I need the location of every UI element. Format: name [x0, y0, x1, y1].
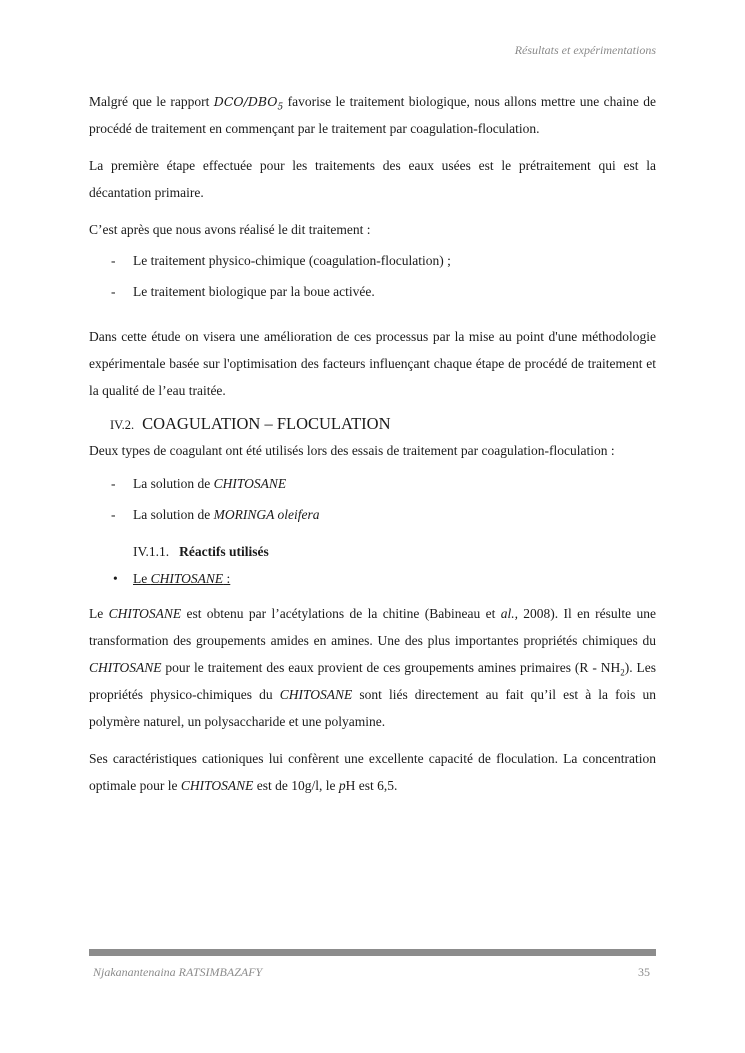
paragraph-study: Dans cette étude on visera une amélioration de ces processus par la mise au point d'une méthodologie expérimentale basée sur l'optimisation des facteurs influençant chaque étape de procédé de traitement et la qualité de l’eau traitée.	[89, 329, 656, 398]
list-item: - La solution de CHITOSANE	[111, 476, 287, 491]
coagulant-list	[89, 470, 656, 528]
bullet-dot-icon: •	[113, 571, 118, 586]
page-number: 35	[638, 965, 650, 979]
running-header: Résultats et expérimentations	[514, 43, 656, 57]
paragraph-chitosane: Le CHITOSANE est obtenu par l’acétylations de la chitine (Babineau et al., 2008). Il en résulte une transformation des groupements amides en amines. Une des plus importantes propriétés chimiques du CHITOSANE pour le traitement des eaux provient de ces groupements amines primaires $(R - NH_2)$. Les propriétés physico-chimiques du CHITOSANE sont liés directement au fait qu’il est à la fois un polymère naturel, un polysaccharide et une polyamine.	[89, 606, 657, 729]
paragraph-ratio: Malgré que le rapport DCO/$DBO_5$ favorise le traitement biologique, nous allons mettre une chaine de procédé de traitement en commençant par le traitement par coagulation-floculation.	[89, 94, 656, 136]
section-heading: IV.2. COAGULATION – FLOCULATION	[110, 414, 391, 433]
ratio-formula: DCO/$DBO_5$	[213, 94, 284, 113]
paragraph-properties: Ses caractéristiques cationiques lui confèrent une excellente capacité de floculation. La concentration optimale pour le CHITOSANE est de 10g/l, le pH est 6,5.	[89, 751, 656, 793]
footer-author: Njakanantenaina RATSIMBAZAFY	[93, 965, 263, 979]
paragraph-first-step: La première étape effectuée pour les traitements des eaux usées est le prétraitement qui est la décantation primaire.	[89, 158, 656, 200]
bullet-chitosane: • Le CHITOSANE :	[89, 565, 656, 592]
subsection-heading: IV.1.1. Réactifs utilisés	[133, 544, 269, 559]
page-body	[89, 88, 656, 799]
list-item: - Le traitement physico-chimique (coagulation-floculation) ;	[111, 253, 451, 268]
footer-divider	[89, 949, 656, 956]
paragraph-coagulants: Deux types de coagulant ont été utilisés lors des essais de traitement par coagulation-floculation :	[89, 443, 615, 458]
paragraph-after: C’est après que nous avons réalisé le dit traitement :	[89, 222, 371, 237]
list-item: - La solution de MORINGA oleifera	[111, 507, 320, 522]
treatment-list	[89, 247, 656, 305]
list-item: - Le traitement biologique par la boue activée.	[111, 284, 375, 299]
